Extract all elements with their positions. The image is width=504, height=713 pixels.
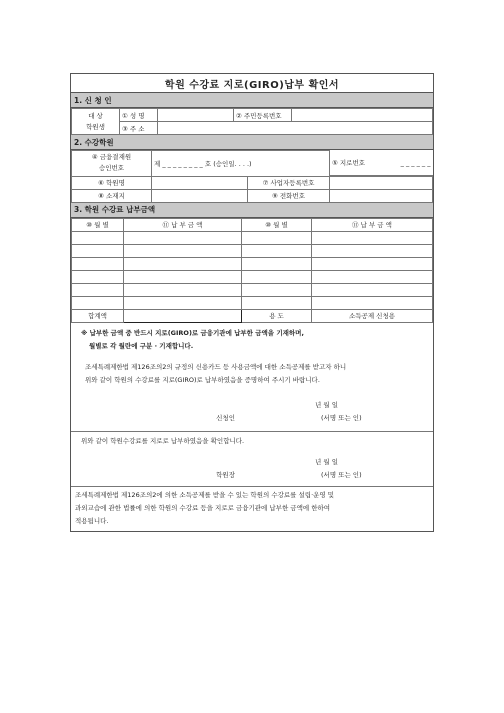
month-cell[interactable] [242, 296, 312, 309]
total-label: 합계액 [72, 309, 124, 322]
section-applicant: 1. 신 청 인 [71, 93, 433, 108]
academy-name-label: ⑥ 학원명 [72, 176, 152, 189]
note-line-1: ※ 납부한 금액 중 반드시 지로(GIRO)로 금융기관에 납부한 금액을 기재하며, [81, 328, 304, 337]
date-line-1: 년 월 일 [315, 400, 338, 409]
amount-cell[interactable] [312, 231, 433, 244]
month-cell[interactable] [242, 231, 312, 244]
total-field[interactable] [124, 309, 242, 322]
footer-note [71, 487, 433, 531]
month-cell[interactable] [72, 270, 124, 283]
amount-cell[interactable] [124, 257, 242, 270]
applicant-signature-label: 신청인 [216, 413, 235, 422]
amount-cell[interactable] [312, 270, 433, 283]
amount-cell[interactable] [124, 244, 242, 257]
academy-table [71, 150, 433, 203]
amount-header-2: ⑪ 납 부 금 액 [312, 218, 433, 231]
academy-name-field[interactable] [152, 176, 248, 189]
footer-line-2: 과외교습에 관한 법률에 의한 학원의 수강료 등을 지로로 금융기관에 납부한 금액에 한하여 [75, 503, 331, 512]
applicant-signature-field[interactable]: (서명 또는 인) [321, 413, 362, 422]
month-cell[interactable] [72, 283, 124, 296]
giro-no-field[interactable]: _ _ _ _ _ _ [400, 158, 431, 167]
phone-field[interactable] [330, 189, 433, 202]
applicant-table [71, 108, 433, 135]
phone-label: ⑨ 전화번호 [248, 189, 330, 202]
location-label: ⑧ 소재지 [72, 189, 152, 202]
footer-line-1: 조세특례제한법 제126조의2에 의한 소득공제를 받을 수 있는 학원의 수강료를 설립·운영 및 [75, 490, 335, 499]
director-signature-row [71, 469, 433, 482]
amount-cell[interactable] [124, 231, 242, 244]
section-payments: 3. 학원 수강료 납부금액 [71, 203, 433, 218]
giro-payment-form [70, 73, 434, 532]
month-cell[interactable] [242, 283, 312, 296]
section-academy: 2. 수강학원 [71, 135, 433, 150]
amount-cell[interactable] [124, 283, 242, 296]
form-title: 학원 수강료 지로(GIRO)납부 확인서 [71, 74, 433, 93]
notes-area [71, 323, 433, 432]
director-signature-field[interactable]: (서명 또는 인) [321, 470, 362, 479]
applicant-signature-row [71, 412, 433, 425]
amount-cell[interactable] [124, 270, 242, 283]
amount-cell[interactable] [124, 296, 242, 309]
approval-label: ④ 금융결재원 승인번호 [72, 151, 152, 177]
address-label: ③ 주 소 [120, 122, 158, 135]
note-line-2: 월별로 각 월란에 구분 · 기재합니다. [89, 341, 194, 350]
amount-cell[interactable] [312, 283, 433, 296]
confirm-area [71, 432, 433, 487]
month-header-2: ⑩ 월 별 [242, 218, 312, 231]
address-field[interactable] [158, 122, 433, 135]
biz-no-field[interactable] [330, 176, 433, 189]
footer-line-3: 적용됩니다. [75, 516, 109, 525]
date-line-2: 년 월 일 [315, 457, 338, 466]
month-cell[interactable] [72, 257, 124, 270]
giro-no-cell [330, 151, 433, 176]
amount-header: ⑪ 납 부 금 액 [124, 218, 242, 231]
amount-cell[interactable] [312, 257, 433, 270]
month-cell[interactable] [242, 257, 312, 270]
request-line-2: 위와 같이 학원의 수강료를 지로(GIRO)로 납부하였음을 증명하여 주시기 바랍니다. [85, 375, 320, 384]
rrn-label: ② 주민등록번호 [234, 109, 292, 122]
confirm-line: 위와 같이 학원수강료를 지로로 납부하였음을 확인합니다. [81, 436, 245, 445]
month-cell[interactable] [242, 270, 312, 283]
giro-no-label: ⑤ 지로번호 [332, 159, 366, 167]
month-header: ⑩ 월 별 [72, 218, 124, 231]
payments-table [71, 218, 433, 323]
purpose-value: 소득공제 신청용 [312, 309, 433, 322]
rrn-field[interactable] [292, 109, 433, 122]
approval-field[interactable]: 제 _ _ _ _ _ _ _ _ 호 (승인일. . . .) [152, 151, 330, 177]
location-field[interactable] [152, 189, 248, 202]
month-cell[interactable] [72, 296, 124, 309]
month-cell[interactable] [242, 244, 312, 257]
month-cell[interactable] [72, 231, 124, 244]
name-field[interactable] [158, 109, 234, 122]
amount-cell[interactable] [312, 296, 433, 309]
purpose-label: 용 도 [242, 309, 312, 322]
target-label: 대 상 학원생 [72, 109, 120, 135]
request-line-1: 조세특례제한법 제126조의2의 규정의 신용카드 등 사용금액에 대한 소득공제를 받고자 하니 [85, 362, 347, 371]
month-cell[interactable] [72, 244, 124, 257]
name-label: ① 성 명 [120, 109, 158, 122]
amount-cell[interactable] [312, 244, 433, 257]
director-signature-label: 학원장 [216, 470, 235, 479]
biz-no-label: ⑦ 사업자등록번호 [248, 176, 330, 189]
